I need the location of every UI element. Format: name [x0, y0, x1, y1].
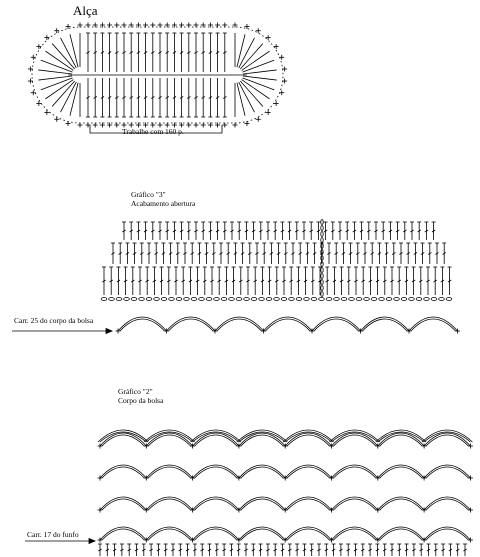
chain-arch-inner [102, 499, 144, 510]
chain-stitch [439, 298, 445, 301]
chain-stitch [131, 298, 137, 301]
chain-stitch [184, 298, 190, 301]
chain-arch-inner [217, 319, 262, 331]
chain-stitch [214, 298, 220, 301]
chain-stitch [386, 298, 392, 301]
chain-arch-inner [334, 467, 376, 478]
chain-arch-inner [195, 435, 237, 446]
chain-stitch [394, 298, 400, 301]
chain-stitch [349, 298, 355, 301]
chain-arch-inner [287, 529, 329, 540]
radial-dc [70, 83, 78, 116]
chain-stitch [221, 298, 227, 301]
chain-stitch [321, 280, 323, 285]
chain-arch-inner [424, 432, 470, 442]
chart3-title: Gráfico "3" [131, 190, 166, 199]
chain-stitch [229, 298, 235, 301]
chain-stitch [281, 298, 287, 301]
chain-arch-inner [120, 319, 165, 331]
chain-stitch [259, 298, 265, 301]
chart2-arrow-head [89, 539, 95, 544]
chain-stitch [124, 298, 130, 301]
chain-stitch [199, 298, 205, 301]
radial-dc [52, 81, 75, 106]
chain-stitch [139, 298, 145, 301]
chain-arch-inner [380, 435, 422, 446]
chain-arch-inner [148, 499, 190, 510]
chain-arch-inner [334, 529, 376, 540]
chain-stitch [334, 298, 340, 301]
chain-stitch [289, 298, 295, 301]
chain-stitch [311, 298, 317, 301]
chain-stitch [154, 298, 160, 301]
chain-arch-inner [195, 529, 237, 540]
chain-stitch [251, 298, 257, 301]
chain-arch-inner [411, 319, 456, 331]
chain-stitch [101, 298, 107, 301]
radial-dc [243, 70, 277, 74]
chain-stitch [409, 298, 415, 301]
chain-arch-inner [285, 432, 331, 442]
chain-stitch [371, 298, 377, 301]
chain-stitch [169, 298, 175, 301]
chain-stitch [244, 298, 250, 301]
chain-arch-inner [148, 529, 190, 540]
radial-dc [240, 81, 263, 106]
chain-stitch [319, 298, 325, 301]
chain-arch-inner [426, 529, 468, 540]
chain-arch-inner [332, 432, 378, 442]
chain-arch-inner [241, 529, 283, 540]
chain-stitch [236, 298, 242, 301]
chain-arch-inner [195, 499, 237, 510]
chain-stitch [304, 298, 310, 301]
chart3-subtitle: Acabamento abertura [131, 199, 196, 208]
chain-stitch [341, 298, 347, 301]
chain-arch-inner [287, 499, 329, 510]
chain-stitch [274, 298, 280, 301]
chain-stitch [321, 274, 323, 279]
radial-dc [237, 83, 245, 116]
chain-stitch [364, 298, 370, 301]
radial-dc [243, 76, 277, 80]
chain-arch-inner [334, 499, 376, 510]
chain-arch-inner [266, 319, 311, 331]
chain-stitch [321, 292, 323, 297]
chain-stitch [116, 298, 122, 301]
radial-dc [38, 70, 72, 74]
chain-stitch [431, 298, 437, 301]
chain-arch-inner [169, 319, 214, 331]
chain-arch-inner [100, 432, 146, 442]
chart2-title: Gráfico "2" [118, 387, 153, 396]
chain-arch-inner [314, 319, 359, 331]
chain-arch-inner [378, 432, 424, 442]
chart2-diagram [25, 430, 473, 556]
chain-stitch [206, 298, 212, 301]
chain-stitch [326, 298, 332, 301]
chain-arch-inner [334, 435, 376, 446]
chart3-arrow-head [106, 329, 112, 334]
strap-diagram [28, 23, 287, 134]
chain-stitch [321, 220, 323, 225]
chain-arch-inner [148, 467, 190, 478]
chain-arch-inner [426, 499, 468, 510]
radial-dc [52, 44, 75, 69]
chain-arch-inner [363, 319, 408, 331]
chain-stitch [176, 298, 182, 301]
strap-note: Trabalhe com 160 p. [122, 127, 184, 136]
chain-stitch [161, 298, 167, 301]
chain-stitch [401, 298, 407, 301]
chain-stitch [446, 298, 452, 301]
chain-stitch [356, 298, 362, 301]
chain-arch-inner [287, 467, 329, 478]
chain-stitch [424, 298, 430, 301]
chain-stitch [321, 286, 323, 291]
chart3-row-label: Carr. 25 do corpo da bolsa [14, 316, 94, 325]
chart2-subtitle: Corpo da bolsa [118, 396, 164, 405]
chain-stitch [191, 298, 197, 301]
chain-arch-inner [241, 467, 283, 478]
chain-arch-inner [148, 435, 190, 446]
chain-stitch [266, 298, 272, 301]
chain-arch-inner [426, 435, 468, 446]
chain-stitch [321, 238, 323, 243]
chain-arch-inner [102, 467, 144, 478]
chain-arch-inner [239, 432, 285, 442]
chain-arch-inner [380, 499, 422, 510]
chain-arch-inner [380, 467, 422, 478]
chain-stitch [416, 298, 422, 301]
radial-dc [240, 44, 263, 69]
chain-arch-inner [241, 435, 283, 446]
radial-dc [237, 34, 245, 67]
chain-stitch [146, 298, 152, 301]
chain-stitch [321, 226, 323, 231]
chain-arch-inner [380, 529, 422, 540]
radial-dc [70, 34, 78, 67]
chart2-row-label: Carr. 17 do funfo [27, 530, 79, 539]
chain-arch-inner [146, 432, 192, 442]
chain-arch-inner [193, 432, 239, 442]
chain-stitch [321, 268, 323, 273]
radial-dc [38, 76, 72, 80]
chain-arch-inner [102, 529, 144, 540]
chain-arch-inner [287, 435, 329, 446]
chain-arch-inner [426, 467, 468, 478]
chain-stitch [296, 298, 302, 301]
strap-title: Alça [73, 3, 98, 18]
chain-arch-inner [195, 467, 237, 478]
chain-stitch [321, 232, 323, 237]
chain-stitch [379, 298, 385, 301]
chain-arch-inner [102, 435, 144, 446]
chain-arch-inner [241, 499, 283, 510]
chain-stitch [109, 298, 115, 301]
